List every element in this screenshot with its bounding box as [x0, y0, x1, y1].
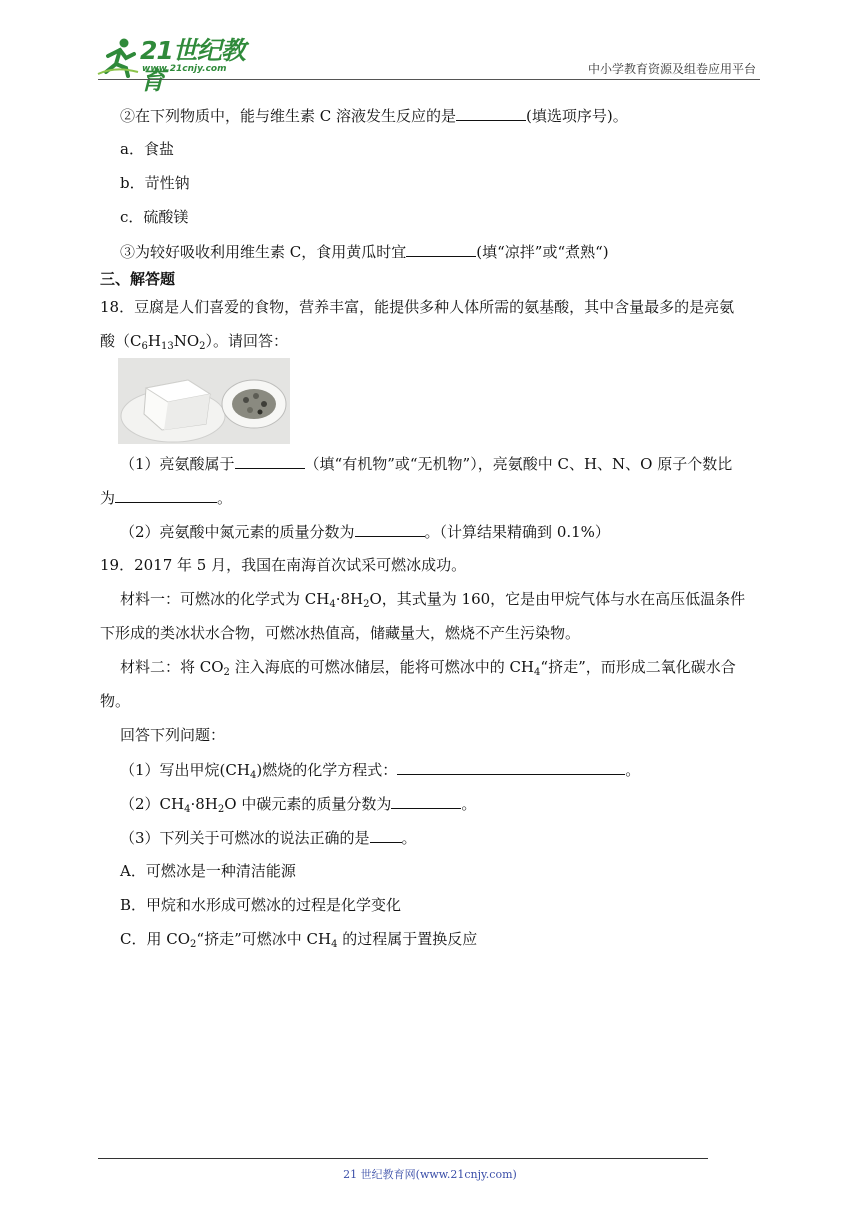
text: 。（计算结果精确到 0.1%）: [424, 523, 610, 541]
site-name: 中小学教育资源及组卷应用平台: [587, 62, 756, 76]
q18-part1: [120, 452, 732, 475]
q17-option-a: a．食盐: [120, 140, 174, 158]
text: 的过程属于置换反应: [337, 930, 478, 948]
text: NO: [173, 332, 200, 350]
q18-stem-line2: [100, 330, 288, 358]
text: 材料二：将 CO: [120, 658, 224, 676]
text: 。: [401, 829, 417, 847]
q19-answer-prompt: 回答下列问题：: [120, 726, 226, 744]
answer-blank[interactable]: [370, 826, 402, 843]
q17-part3-text: ③为较好吸收利用维生素 C，食用黄瓜时宜: [120, 243, 407, 261]
answer-blank[interactable]: [235, 452, 305, 469]
text: H: [147, 332, 161, 350]
text: （2）亮氨酸中氮元素的质量分数为: [120, 523, 355, 541]
text: ·8H: [190, 795, 218, 813]
q17-option-c: c．硫酸镁: [120, 208, 189, 226]
text: 注入海底的可燃冰储层，能将可燃冰中的 CH: [229, 658, 535, 676]
text: 材料一：可燃冰的化学式为 CH: [120, 590, 330, 608]
text: ）。请回答：: [205, 332, 289, 350]
text: 。: [625, 761, 641, 779]
subscript: 2: [217, 804, 225, 815]
q17-part3: [120, 240, 609, 263]
header-divider: [98, 79, 760, 80]
subscript: 2: [363, 599, 370, 610]
q19-material1-cont: 下形成的类冰状水合物，可燃冰热值高，储藏量大，燃烧不产生污染物。: [100, 624, 581, 642]
q19-option-c: [120, 928, 477, 956]
page-header: [0, 0, 860, 95]
footer-link[interactable]: 21 世纪教育网(www.21cnjy.com): [343, 1168, 517, 1181]
q19-part2: [120, 792, 476, 821]
footer-divider: [98, 1158, 708, 1159]
q18-stem-line1: 18．豆腐是人们喜爱的食物，营养丰富，能提供多种人体所需的氨基酸，其中含量最多的是亮氨: [100, 298, 735, 316]
q19-material2: [120, 656, 736, 684]
subscript: 13: [160, 341, 174, 352]
q17-part2: [120, 104, 628, 127]
q19-option-b: B．甲烷和水形成可燃冰的过程是化学变化: [120, 896, 402, 914]
text: 为: [100, 489, 116, 507]
text: C．用 CO: [120, 930, 191, 948]
text: O 中碳元素的质量分数为: [224, 795, 392, 813]
subscript: 4: [184, 804, 191, 815]
subscript: 2: [223, 667, 230, 678]
answer-blank[interactable]: [355, 520, 425, 537]
site-logo[interactable]: [96, 36, 266, 95]
subscript: 4: [329, 599, 336, 610]
text: （3）下列关于可燃冰的说法正确的是: [120, 829, 370, 847]
answer-blank[interactable]: [406, 240, 476, 257]
q19-option-a: A．可燃冰是一种清洁能源: [120, 862, 296, 880]
subscript: 4: [534, 667, 541, 678]
text: “挤走”可燃冰中 CH: [196, 930, 332, 948]
q19-intro: 19．2017 年 5 月，我国在南海首次试采可燃冰成功。: [100, 556, 467, 574]
subscript: 4: [331, 939, 338, 950]
text: 。: [461, 795, 477, 813]
section-title: 三、解答题: [100, 270, 176, 288]
answer-blank[interactable]: [391, 792, 461, 809]
q17-part2-hint: (填选项序号)。: [526, 107, 628, 125]
answer-blank[interactable]: [397, 758, 625, 775]
subscript: 2: [190, 939, 197, 950]
text: ·8H: [335, 590, 364, 608]
q18-part2: [120, 520, 610, 543]
runner-logo-icon: [96, 36, 140, 78]
text: O，其式量为 160，它是由甲烷气体与水在高压低温条件: [369, 590, 746, 608]
subscript: 6: [141, 341, 148, 352]
q19-part3: [120, 826, 417, 849]
answer-blank[interactable]: [115, 486, 217, 503]
logo-text: 21世纪教育: [140, 36, 245, 95]
q17-option-b: b．苛性钠: [120, 174, 190, 192]
text: )燃烧的化学方程式：: [256, 761, 398, 779]
text: （填“有机物”或“无机物”），亮氨酸中 C、H、N、O 原子个数比: [304, 455, 733, 473]
q19-part1: [120, 758, 640, 787]
text: （1）亮氨酸属于: [120, 455, 235, 473]
logo-url: www.21cnjy.com: [142, 64, 227, 74]
text: 。: [217, 489, 233, 507]
subscript: 4: [249, 770, 257, 781]
q17-part2-text: ②在下列物质中，能与维生素 C 溶液发生反应的是: [120, 107, 457, 125]
text: （2）CH: [120, 795, 185, 813]
answer-blank[interactable]: [456, 104, 526, 121]
q19-material2-cont: 物。: [100, 692, 131, 710]
q19-material1: [120, 588, 745, 616]
q17-part3-hint: (填“凉拌”或“煮熟“): [476, 243, 609, 261]
tofu-photo: [118, 358, 290, 444]
q18-part1-cont: [100, 486, 232, 509]
text: （1）写出甲烷(CH: [120, 761, 250, 779]
text: 酸（C: [100, 332, 142, 350]
subscript: 2: [199, 341, 206, 352]
text: “挤走”，而形成二氧化碳水合: [540, 658, 736, 676]
